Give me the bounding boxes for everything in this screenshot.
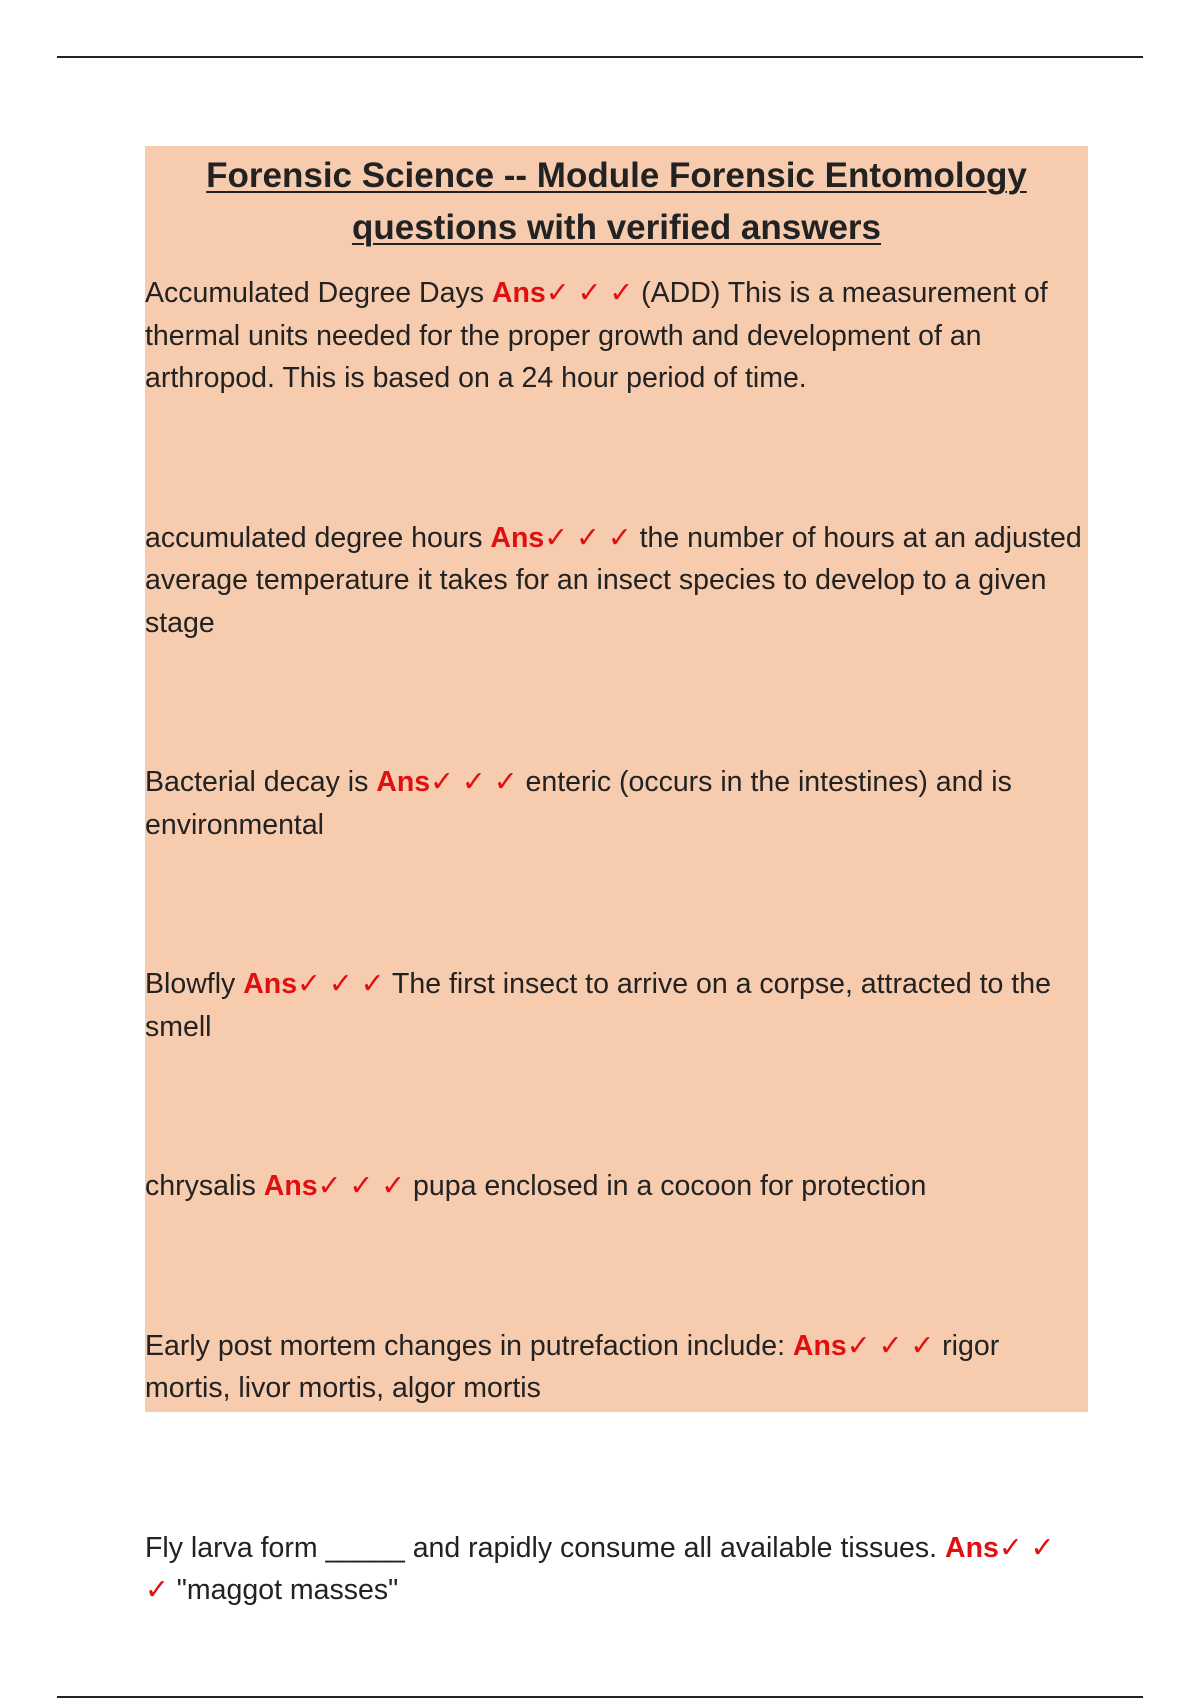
qa-item xyxy=(145,517,1088,645)
qa-item xyxy=(145,761,1088,846)
answer-text: enteric (occurs in the intestines) and is environmental xyxy=(145,766,1012,841)
qa-item xyxy=(145,272,1088,400)
question-term: chrysalis xyxy=(145,1170,264,1202)
checkmark-icon: ✓ ✓ ✓ xyxy=(545,277,634,309)
question-term: accumulated degree hours xyxy=(145,521,491,554)
title-line-2: questions with verified answers xyxy=(351,208,882,247)
qa-item xyxy=(145,1527,1088,1612)
answer-text: rigor mortis, livor mortis, algor mortis xyxy=(145,1329,1000,1404)
answer-text: The first insect to arrive on a corpse, attracted to the smell xyxy=(145,968,1051,1043)
answer-text: pupa enclosed in a cocoon for protection xyxy=(405,1170,927,1202)
qa-item xyxy=(145,963,1088,1048)
checkmark-icon: ✓ ✓ ✓ xyxy=(430,766,518,798)
qa-panel xyxy=(145,146,1088,1606)
title-line-1: Forensic Science -- Module Forensic Entomology xyxy=(206,156,1027,195)
checkmark-icon: ✓ ✓ ✓ xyxy=(297,968,385,1000)
ans-label: Ans xyxy=(376,766,431,798)
ans-label: Ans xyxy=(243,968,298,1000)
bottom-divider xyxy=(57,1696,1143,1698)
ans-label: Ans xyxy=(792,1329,847,1362)
ans-label: Ans xyxy=(491,277,546,309)
ans-label: Ans xyxy=(944,1531,999,1564)
question-term: Fly larva form _____ and rapidly consume all available tissues. xyxy=(145,1531,945,1564)
top-divider xyxy=(57,56,1143,58)
checkmark-icon: ✓ ✓ ✓ xyxy=(846,1329,935,1362)
qa-list xyxy=(145,272,1088,1612)
question-term: Accumulated Degree Days xyxy=(145,277,492,309)
ans-label: Ans xyxy=(263,1170,318,1202)
document-title xyxy=(145,146,1088,254)
answer-text: "maggot masses" xyxy=(168,1574,399,1606)
checkmark-icon: ✓ ✓ ✓ xyxy=(544,521,632,554)
question-term: Early post mortem changes in putrefaction include: xyxy=(145,1329,793,1362)
answer-text: the number of hours at an adjusted average temperature it takes for an insect species to develop to a given stage xyxy=(145,521,1082,639)
question-term: Blowfly xyxy=(145,968,244,1000)
qa-item xyxy=(145,1165,1088,1208)
qa-item xyxy=(145,1325,1088,1410)
checkmark-icon: ✓ ✓ ✓ xyxy=(317,1170,406,1202)
answer-text: (ADD) This is a measurement of thermal units needed for the proper growth and development of an arthropod. This is based on a 24 hour period of time. xyxy=(145,277,1048,394)
ans-label: Ans xyxy=(490,521,545,554)
checkmark-icon: ✓ ✓ ✓ xyxy=(145,1531,1055,1606)
question-term: Bacterial decay is xyxy=(145,766,377,798)
